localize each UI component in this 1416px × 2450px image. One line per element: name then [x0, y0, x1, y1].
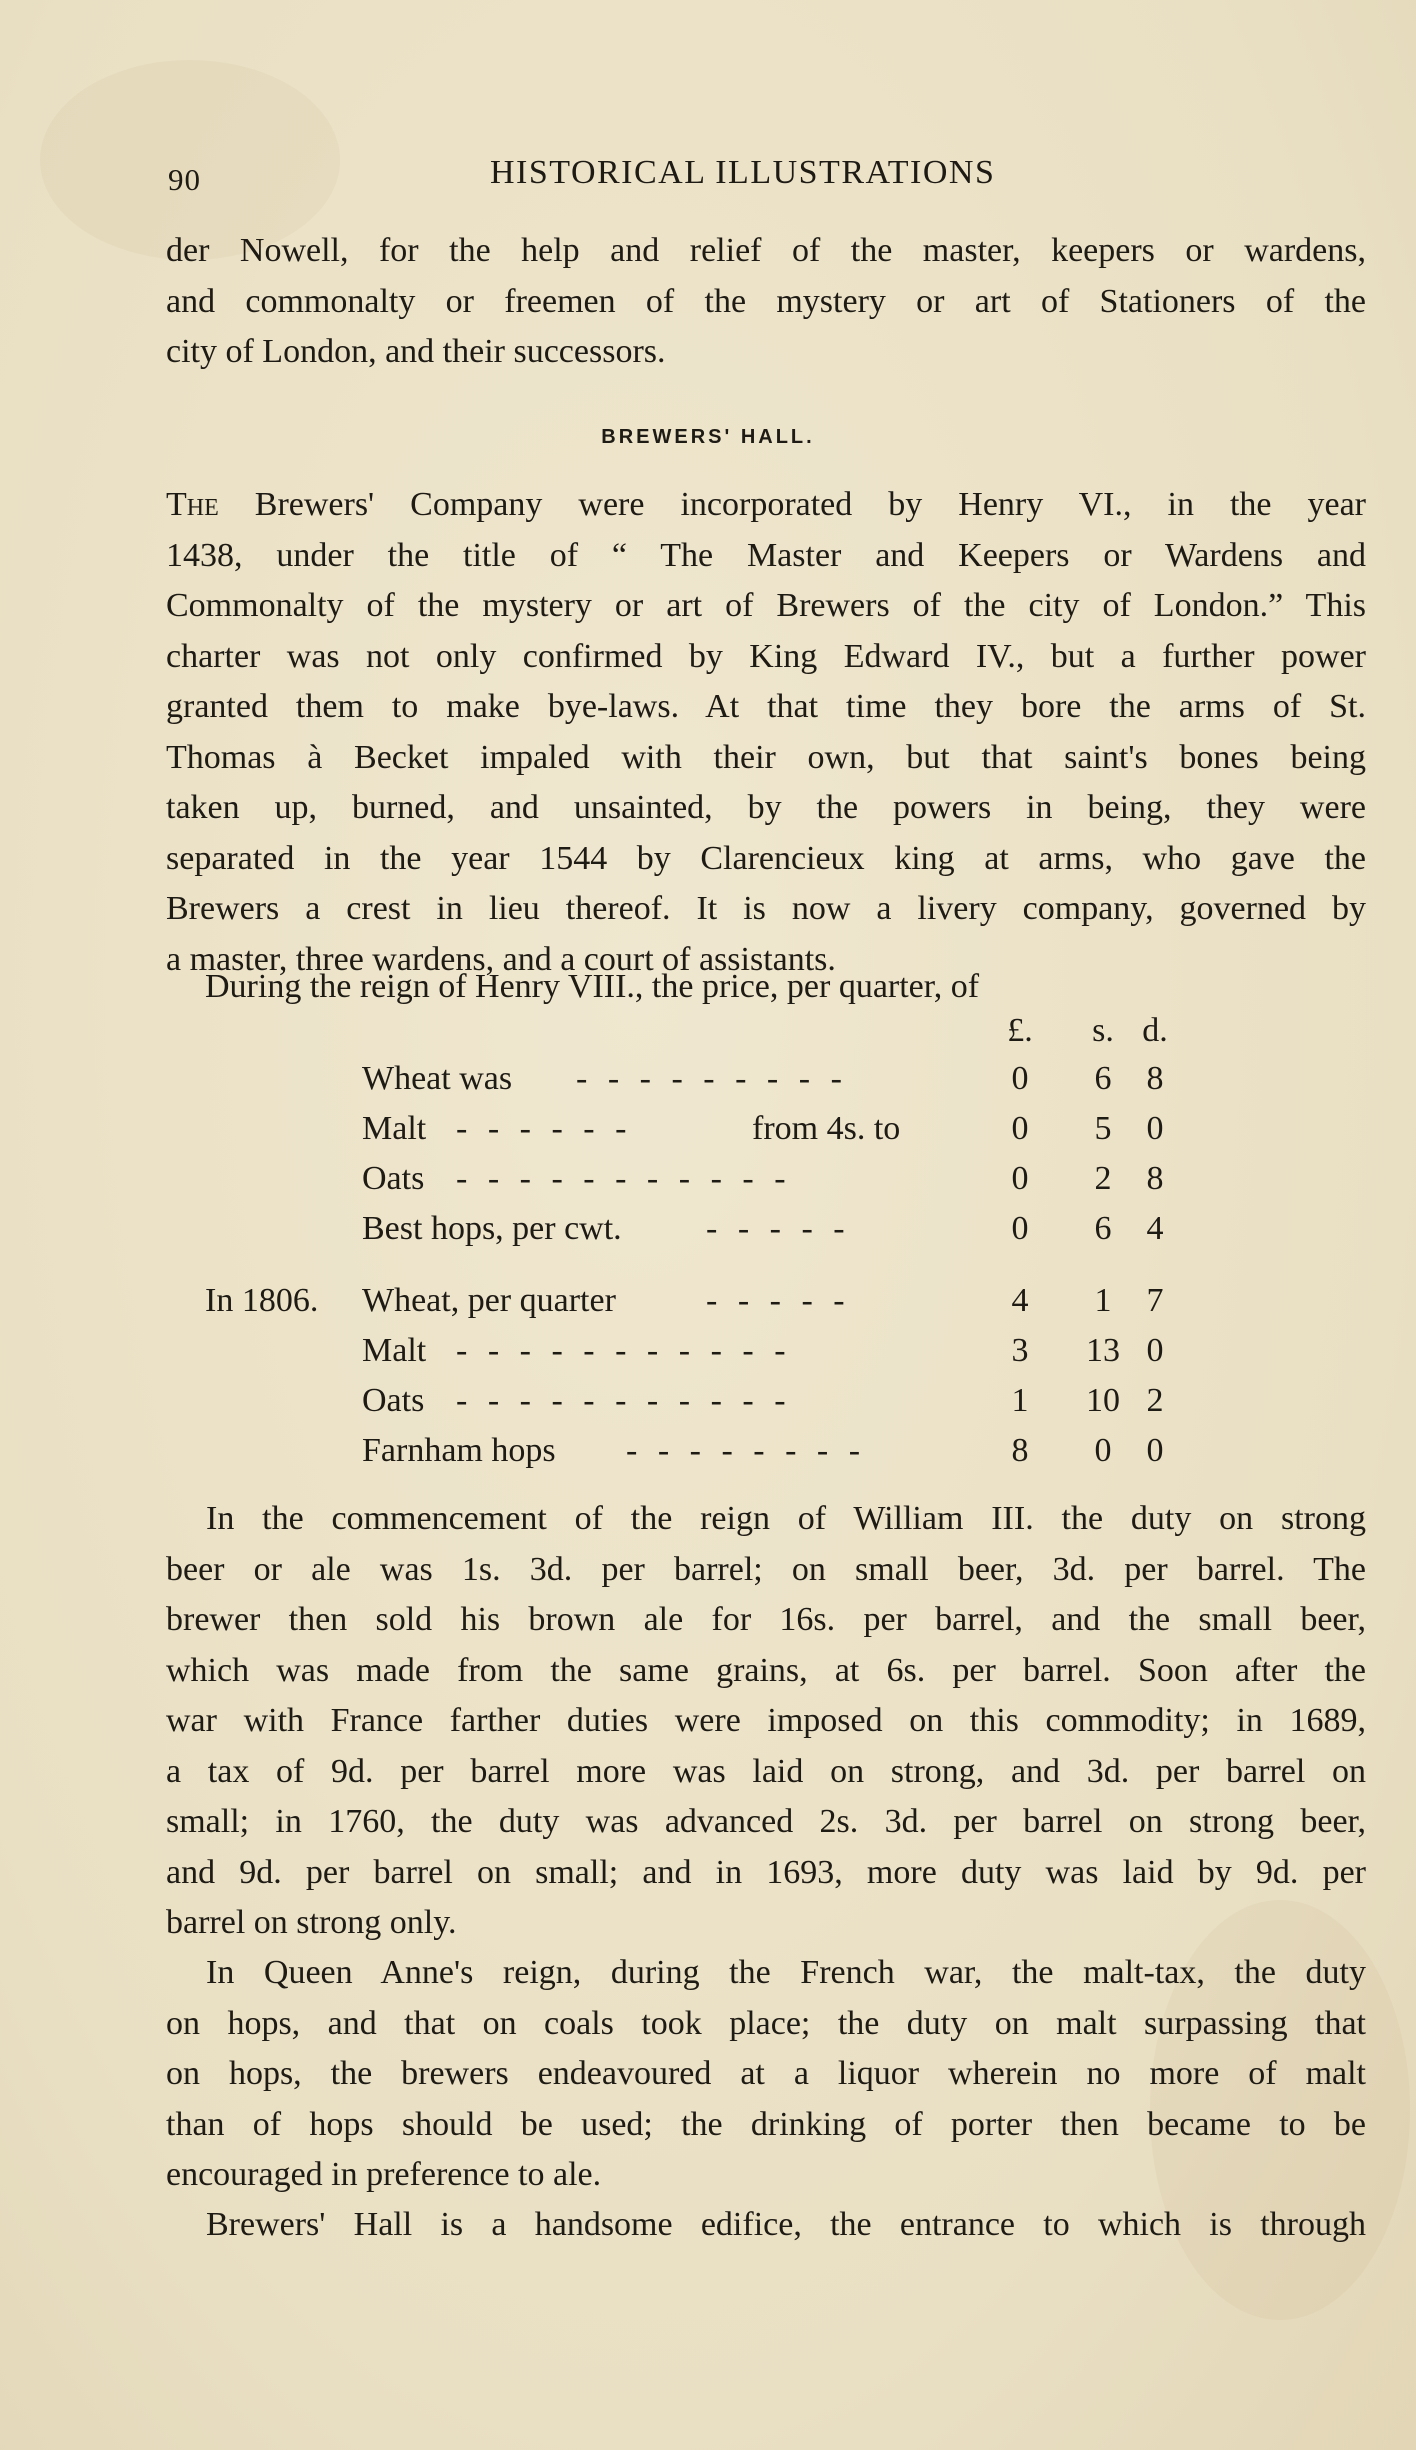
- shillings-value: 13: [1086, 1332, 1120, 1369]
- section-heading: BREWERS' HALL.: [601, 426, 815, 448]
- pence-value: 7: [1146, 1282, 1164, 1319]
- leader-dots: - - - - - - - - - - -: [456, 1382, 792, 1419]
- text-line: granted them to make bye-laws. At that time they bore the arms of St.: [166, 688, 1366, 725]
- text-line: city of London, and their successors.: [166, 333, 666, 370]
- text-line: Brewers' Hall is a handsome edifice, the entrance to which is through: [206, 2206, 1366, 2243]
- text-line: taken up, burned, and unsainted, by the powers in being, they were: [166, 789, 1366, 826]
- first-word: The: [166, 486, 219, 523]
- pence-value: 0: [1146, 1110, 1164, 1147]
- shillings-value: 10: [1086, 1382, 1120, 1419]
- text-line: and 9d. per barrel on small; and in 1693, more duty was laid by 9d. per: [166, 1853, 1366, 1891]
- shillings-value: 0: [1094, 1432, 1112, 1469]
- text-line: brewer then sold his brown ale for 16s. per barrel, and the small beer,: [166, 1601, 1366, 1638]
- pounds-value: 0: [1011, 1110, 1029, 1147]
- table-row: [0, 1060, 1416, 1110]
- year-label: In 1806.: [205, 1282, 319, 1319]
- text-line: and commonalty or freemen of the mystery or art of Stationers of the: [166, 282, 1366, 320]
- text-line: Brewers a crest in lieu thereof. It is now a livery company, governed by: [166, 890, 1366, 927]
- text-line: which was made from the same grains, at 6s. per barrel. Soon after the: [166, 1651, 1366, 1689]
- shillings-value: 2: [1094, 1160, 1112, 1197]
- text-line: than of hops should be used; the drinking of porter then became to be: [166, 2105, 1366, 2143]
- table-row: [0, 1210, 1416, 1260]
- table-header-row: [0, 1012, 1416, 1062]
- running-head: [160, 152, 1360, 202]
- item-label: Best hops, per cwt.: [362, 1210, 622, 1247]
- shillings-value: 1: [1094, 1282, 1112, 1319]
- paragraph-queen-anne: [166, 1948, 1366, 2201]
- item-label: Oats: [362, 1160, 425, 1197]
- text-line: a master, three wardens, and a court of assistants.: [166, 940, 836, 978]
- text-line: During the reign of Henry VIII., the price, per quarter, of: [205, 968, 980, 1005]
- text-line: [166, 480, 1366, 531]
- pounds-value: 4: [1011, 1282, 1029, 1319]
- paragraph-brewers-hall: [166, 2200, 1366, 2251]
- paragraph-william-iii: [166, 1494, 1366, 1949]
- leader-dots: - - - - - - - - - - -: [456, 1332, 792, 1369]
- pounds-value: 1: [1011, 1382, 1029, 1419]
- column-header-pounds: £.: [1007, 1012, 1033, 1049]
- text-line: 1438, under the title of “ The Master and Keepers or Wardens and: [166, 536, 1366, 574]
- text-line: small; in 1760, the duty was advanced 2s. 3d. per barrel on strong beer,: [166, 1803, 1366, 1840]
- item-label: Farnham hops: [362, 1432, 556, 1469]
- pounds-value: 3: [1011, 1332, 1029, 1369]
- leader-dots: - - - - - - - - -: [576, 1060, 848, 1097]
- shillings-value: 6: [1094, 1210, 1112, 1247]
- table-row: [0, 1160, 1416, 1210]
- item-label: Wheat was: [362, 1060, 513, 1097]
- pence-value: 4: [1146, 1210, 1164, 1247]
- text-line: charter was not only confirmed by King Edward IV., but a further power: [166, 637, 1366, 675]
- price-intro: [205, 962, 1205, 1013]
- text-line: on hops, the brewers endeavoured at a liquor wherein no more of malt: [166, 2055, 1366, 2092]
- item-label: Wheat, per quarter: [362, 1282, 616, 1319]
- page-number: 90: [168, 162, 201, 197]
- pence-value: 0: [1146, 1332, 1164, 1369]
- pounds-value: 0: [1011, 1060, 1029, 1097]
- leader-dots: - - - - - -: [456, 1110, 633, 1147]
- text-line: Commonalty of the mystery or art of Brewers of the city of London.” This: [166, 587, 1366, 624]
- text-line: barrel on strong only.: [166, 1904, 457, 1941]
- leader-dots: - - - - -: [706, 1210, 851, 1247]
- table-row: [0, 1332, 1416, 1382]
- pence-value: 2: [1146, 1382, 1164, 1419]
- table-row: [0, 1110, 1416, 1160]
- table-row: [0, 1432, 1416, 1482]
- text-line: beer or ale was 1s. 3d. per barrel; on small beer, 3d. per barrel. The: [166, 1550, 1366, 1588]
- pence-value: 8: [1146, 1160, 1164, 1197]
- leader-dots: - - - - - - - -: [626, 1432, 867, 1469]
- text-line: encouraged in preference to ale.: [166, 2156, 602, 2193]
- text-line: war with France farther duties were imposed on this commodity; in 1689,: [166, 1702, 1366, 1739]
- item-label: Malt: [362, 1332, 427, 1369]
- text-line: Thomas à Becket impaled with their own, but that saint's bones being: [166, 738, 1366, 776]
- leader-dots: - - - - - - - - - - -: [456, 1160, 792, 1197]
- text-line: In Queen Anne's reign, during the French war, the malt-tax, the duty: [206, 1954, 1366, 1991]
- shillings-value: 6: [1094, 1060, 1112, 1097]
- opening-paragraph: [166, 226, 1366, 378]
- table-row: [0, 1382, 1416, 1432]
- pounds-value: 8: [1011, 1432, 1029, 1469]
- text-line: separated in the year 1544 by Clarencieux king at arms, who gave the: [166, 839, 1366, 877]
- column-header-shillings: s.: [1092, 1012, 1114, 1049]
- leader-dots: - - - - -: [706, 1282, 851, 1319]
- table-row: [0, 1282, 1416, 1332]
- column-header-pence: d.: [1142, 1012, 1168, 1049]
- text-line: on hops, and that on coals took place; the duty on malt surpassing that: [166, 2004, 1366, 2042]
- text-line: der Nowell, for the help and relief of the master, keepers or wardens,: [166, 232, 1366, 269]
- text-line: a tax of 9d. per barrel more was laid on strong, and 3d. per barrel on: [166, 1752, 1366, 1790]
- text-line: In the commencement of the reign of William III. the duty on strong: [206, 1500, 1366, 1537]
- price-note: from 4s. to: [752, 1110, 901, 1147]
- pounds-value: 0: [1011, 1160, 1029, 1197]
- pence-value: 8: [1146, 1060, 1164, 1097]
- pence-value: 0: [1146, 1432, 1164, 1469]
- pounds-value: 0: [1011, 1210, 1029, 1247]
- first-line-rest: Brewers' Company were incorporated by Henry VI., in the year: [218, 486, 1366, 523]
- item-label: Oats: [362, 1382, 425, 1419]
- shillings-value: 5: [1094, 1110, 1112, 1147]
- running-title: HISTORICAL ILLUSTRATIONS: [490, 154, 996, 191]
- paragraph-brewers-company: [166, 480, 1366, 985]
- item-label: Malt: [362, 1110, 427, 1147]
